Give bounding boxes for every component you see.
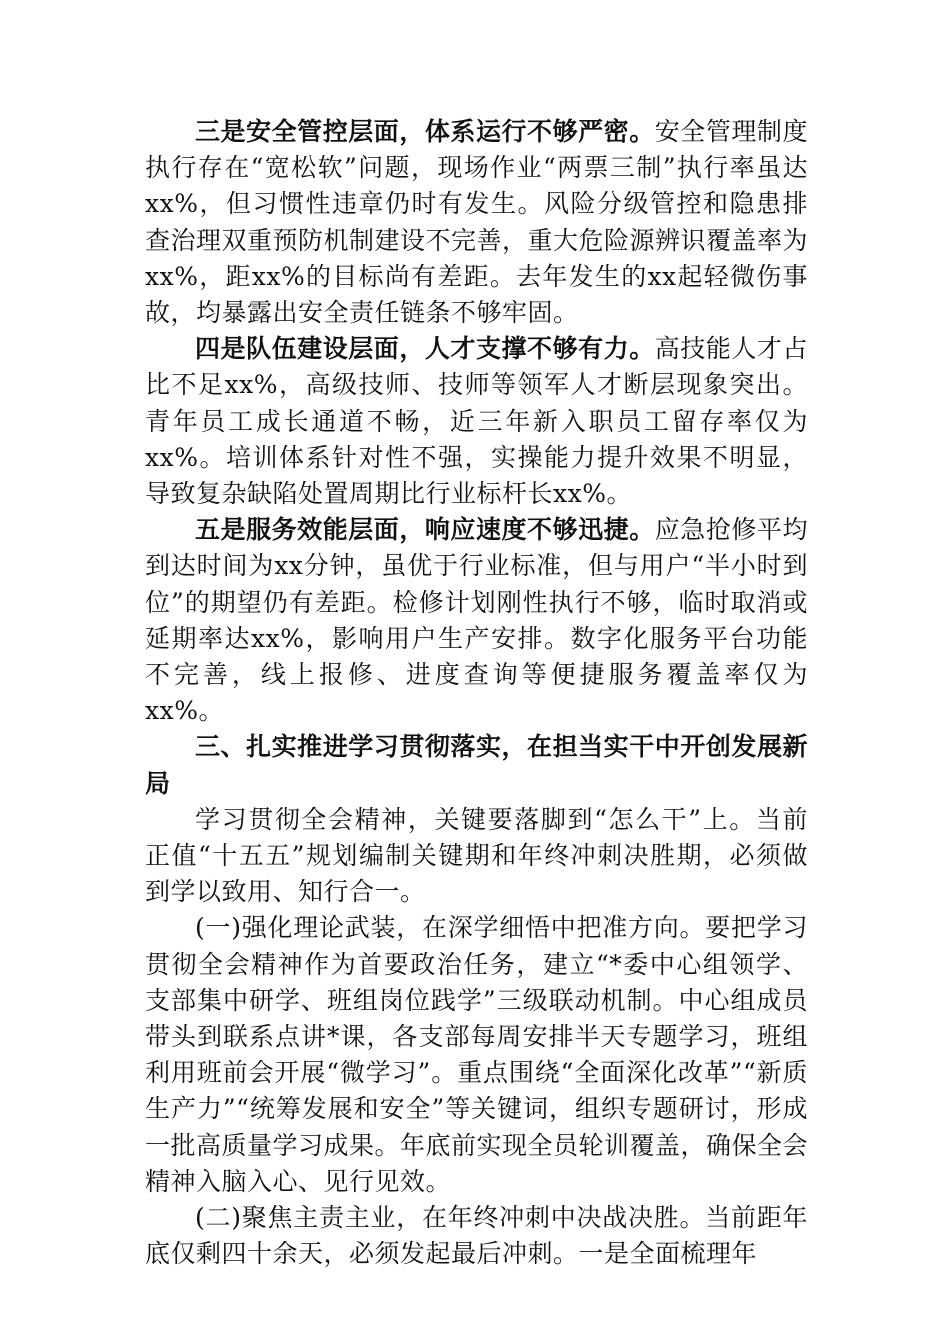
paragraph-body: 应急抢修平均到达时间为xx分钟，虽优于行业标准，但与用户“半小时到位”的期望仍有差距。检修计划刚性执行不够，临时取消或延期率达xx%，影响用户生产安排。数字化服务平台功能不完善，线上报修、进度查询等便捷服务覆盖率仅为xx%。 (145, 515, 808, 726)
subsection-lead: (二)聚焦主责主业，在年终冲刺中决战决胜。 (195, 1203, 706, 1233)
paragraph-safety (145, 114, 808, 331)
document-page (145, 114, 808, 1273)
paragraph-team (145, 331, 808, 512)
paragraph-lead: 四是队伍建设层面，人才支撑不够有力。 (195, 334, 655, 364)
paragraph-body: 高技能人才占比不足xx%，高级技师、技师等领军人才断层现象突出。青年员工成长通道不畅，近三年新入职员工留存率仅为xx%。培训体系针对性不强，实操能力提升效果不明显，导致复杂缺陷处置周期比行业标杆长xx%。 (145, 334, 808, 509)
paragraph-lead: 三是安全管控层面，体系运行不够严密。 (195, 117, 655, 146)
paragraph-service (145, 512, 808, 729)
subsection-theory (145, 910, 808, 1200)
paragraph-lead: 五是服务效能层面，响应速度不够迅捷。 (195, 515, 655, 545)
subsection-body: 当前距年底仅剩四十余天，必须发起最后冲刺。一是全面梳理年 (145, 1203, 808, 1269)
paragraph-body: 安全管理制度执行存在“宽松软”问题，现场作业“两票三制”执行率虽达xx%，但习惯性违章仍时有发生。风险分级管控和隐患排查治理双重预防机制建设不完善，重大危险源辨识覆盖率为xx%，距xx%的目标尚有差距。去年发生的xx起轻微伤事故，均暴露出安全责任链条不够牢固。 (145, 117, 809, 328)
subsection-lead: (一)强化理论武装，在深学细悟中把准方向。 (195, 913, 706, 943)
section-intro: 学习贯彻全会精神，关键要落脚到“怎么干”上。当前正值“十五五”规划编制关键期和年终冲刺决胜期，必须做到学以致用、知行合一。 (145, 804, 808, 907)
section-heading: 三、扎实推进学习贯彻落实，在担当实干中开创发展新局 (145, 732, 808, 798)
subsection-body: 要把学习贯彻全会精神作为首要政治任务，建立“*委中心组领学、支部集中研学、班组岗位践学”三级联动机制。中心组成员带头到联系点讲*课，各支部每周安排半天专题学习，班组利用班前会开展“微学习”。重点围绕“全面深化改革”“新质生产力”“统筹发展和安全”等关键词，组织专题研讨，形成一批高质量学习成果。年底前实现全员轮训覆盖，确保全会精神入脑入心、见行见效。 (145, 913, 809, 1196)
subsection-focus (145, 1200, 808, 1272)
